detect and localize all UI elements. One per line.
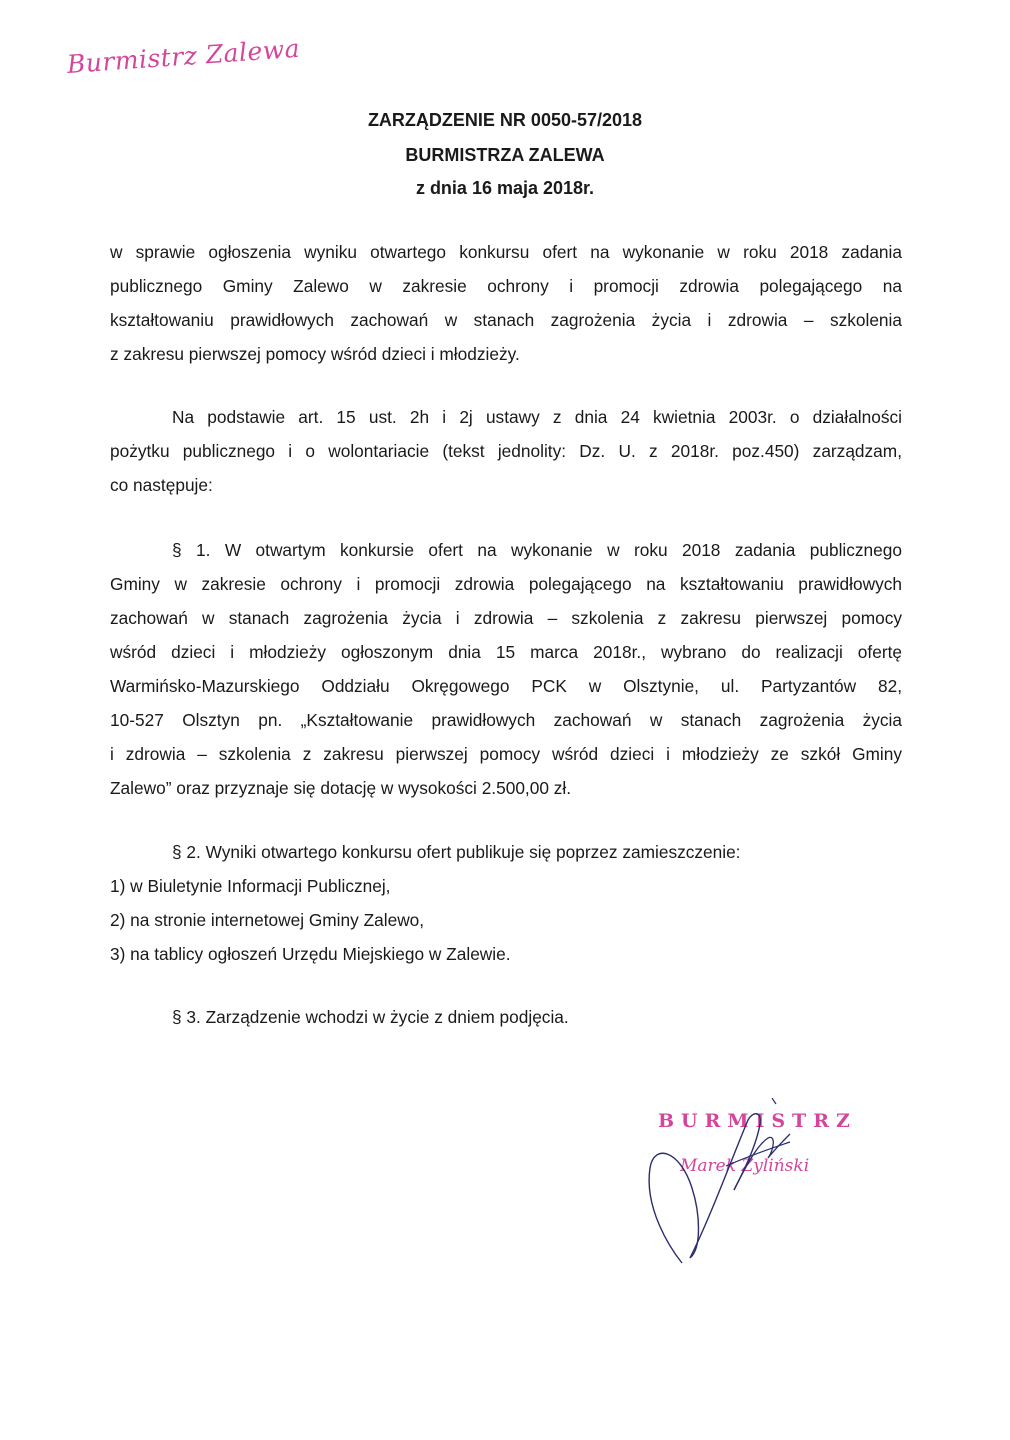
section-3 (110, 1000, 902, 1034)
section-2 (110, 835, 902, 971)
basis-line: pożytku publicznego i o wolontariacie (tekst jednolity: Dz. U. z 2018r. poz.450) zarządzam, (110, 441, 902, 461)
signature-stamp-title: BURMISTRZ (658, 1110, 857, 1132)
document-title: ZARZĄDZENIE NR 0050-57/2018 (367, 110, 643, 130)
section-1-line: § 1. W otwartym konkursie ofert na wykonanie w roku 2018 zadania publicznego (172, 540, 902, 560)
signature-stamp-name: Marek Żyliński (680, 1156, 810, 1176)
section-2-line: § 2. Wyniki otwartego konkursu ofert publikuje się poprzez zamieszczenie: (172, 842, 741, 862)
legal-basis-paragraph (110, 400, 902, 502)
section-2-list-item: 1) w Biuletynie Informacji Publicznej, (110, 876, 391, 896)
document-issuer: BURMISTRZA ZALEWA (405, 145, 605, 165)
subject-line: kształtowaniu prawidłowych zachowań w stanach zagrożenia życia i zdrowia – szkolenia (110, 310, 902, 330)
subject-line: z zakresu pierwszej pomocy wśród dzieci i młodzieży. (110, 344, 520, 364)
section-1 (110, 533, 902, 805)
section-1-line: wśród dzieci i młodzieży ogłoszonym dnia 15 marca 2018r., wybrano do realizacji ofertę (110, 642, 902, 662)
section-1-line: 10-527 Olsztyn pn. „Kształtowanie prawidłowych zachowań w stanach zagrożenia życia (110, 710, 902, 730)
section-1-line: i zdrowia – szkolenia z zakresu pierwszej pomocy wśród dzieci i młodzieży ze szkół Gminy (110, 744, 902, 764)
basis-line: Na podstawie art. 15 ust. 2h i 2j ustawy z dnia 24 kwietnia 2003r. o działalności (172, 407, 902, 427)
section-1-line: Warmińsko-Mazurskiego Oddziału Okręgowego PCK w Olsztynie, ul. Partyzantów 82, (110, 676, 902, 696)
handwritten-signature (640, 1098, 900, 1278)
section-1-line: Zalewo” oraz przyznaje się dotację w wysokości 2.500,00 zł. (110, 778, 572, 798)
document-date: z dnia 16 maja 2018r. (415, 178, 595, 198)
basis-line: co następuje: (110, 475, 213, 495)
section-2-list-item: 2) na stronie internetowej Gminy Zalewo, (110, 910, 425, 930)
signature-stamp (640, 1098, 900, 1278)
section-1-line: Gminy w zakresie ochrony i promocji zdrowia polegającego na kształtowaniu prawidłowych (110, 574, 902, 594)
subject-line: w sprawie ogłoszenia wyniku otwartego konkursu ofert na wykonanie w roku 2018 zadania (110, 242, 902, 262)
section-3-line: § 3. Zarządzenie wchodzi w życie z dniem podjęcia. (172, 1007, 569, 1027)
section-2-list-item: 3) na tablicy ogłoszeń Urzędu Miejskiego w Zalewie. (110, 944, 511, 964)
top-stamp-burmistrz: Burmistrz Zalewa (65, 33, 301, 79)
subject-line: publicznego Gminy Zalewo w zakresie ochrony i promocji zdrowia polegającego na (110, 276, 902, 296)
section-1-line: zachowań w stanach zagrożenia życia i zdrowia – szkolenia z zakresu pierwszej pomocy (110, 608, 902, 628)
subject-paragraph (110, 235, 902, 371)
